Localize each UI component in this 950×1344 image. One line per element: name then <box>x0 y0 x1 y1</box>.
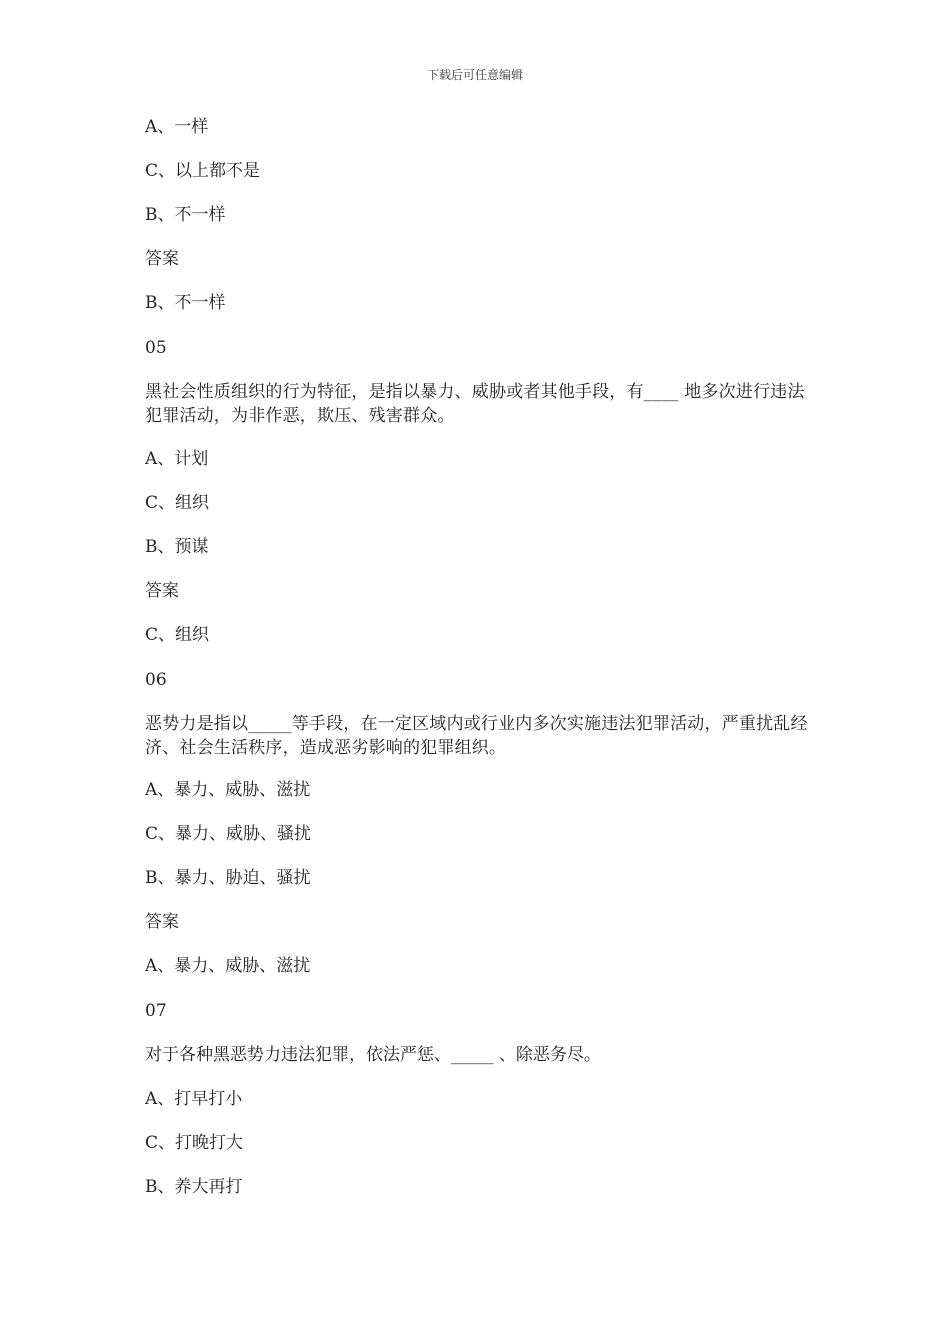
q05-answer: C、组织 <box>145 625 210 645</box>
q04-option-a: A、一样 <box>145 117 209 137</box>
q04-answer: B、不一样 <box>145 293 226 313</box>
q04-option-b: B、不一样 <box>145 205 226 225</box>
page-header: 下载后可任意编辑 <box>426 68 523 82</box>
q07-option-c: C、打晚打大 <box>145 1133 244 1153</box>
q06-answer: A、暴力、威胁、滋扰 <box>145 956 311 976</box>
q06-question: 恶势力是指以_____等手段，在一定区域内或行业内多次实施违法犯罪活动，严重扰乱经济、社会生活秩序，造成恶劣影响的犯罪组织。 <box>145 714 808 758</box>
q05-option-c: C、组织 <box>145 493 210 513</box>
q06-option-b: B、暴力、胁迫、骚扰 <box>145 868 311 888</box>
q06-option-c: C、暴力、威胁、骚扰 <box>145 824 312 844</box>
q07-number: 07 <box>145 1001 167 1021</box>
q07-question: 对于各种黑恶势力违法犯罪，依法严惩、_____ 、除恶务尽。 <box>145 1045 601 1065</box>
q06-number: 06 <box>145 670 167 690</box>
q06-answer-label: 答案 <box>145 912 179 932</box>
q05-number: 05 <box>145 338 167 358</box>
q04-option-c: C、以上都不是 <box>145 161 261 181</box>
q06-option-a: A、暴力、威胁、滋扰 <box>145 780 311 800</box>
q05-option-a: A、计划 <box>145 449 209 469</box>
q07-option-b: B、养大再打 <box>145 1177 243 1197</box>
q04-answer-label: 答案 <box>145 249 179 269</box>
q07-option-a: A、打早打小 <box>145 1089 243 1109</box>
q05-answer-label: 答案 <box>145 581 179 601</box>
q05-question: 黑社会性质组织的行为特征，是指以暴力、威胁或者其他手段，有____ 地多次进行违法犯罪活动，为非作恶，欺压、残害群众。 <box>145 382 805 426</box>
q05-option-b: B、预谋 <box>145 537 209 557</box>
